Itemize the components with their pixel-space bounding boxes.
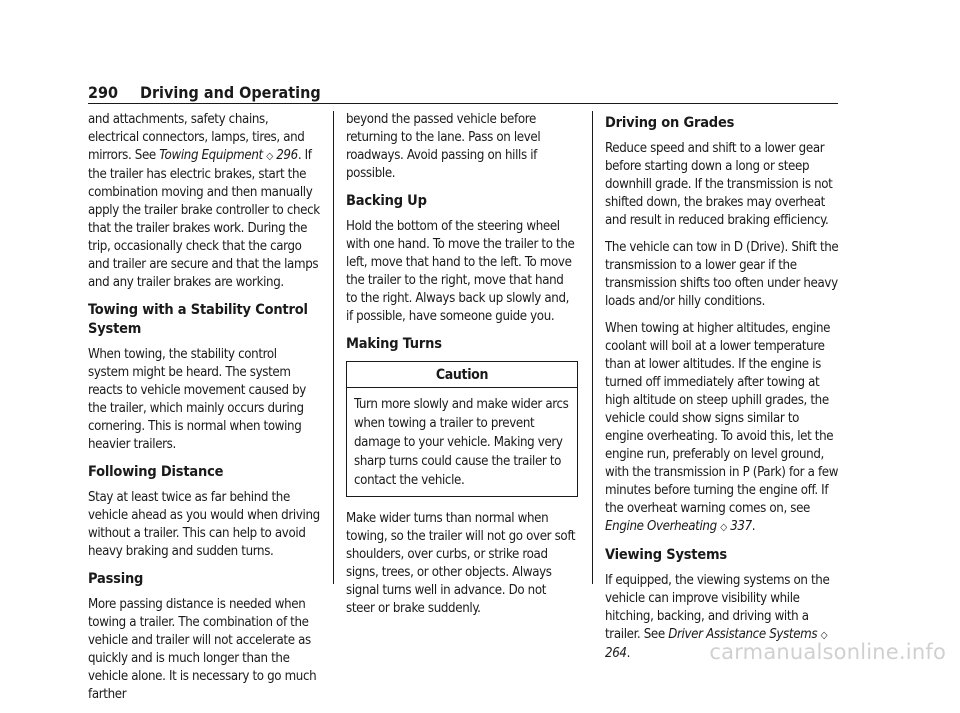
- paragraph-making-turns: Make wider turns than normal when towing, so the trailer will not go over soft shoulders, over curbs, or strike road signs, trees, or other objects. Always signal turns well in advance. Do not steer or brake suddenly.: [346, 511, 576, 616]
- section-title: Driving and Operating: [140, 83, 321, 102]
- heading-backing-up: Backing Up: [346, 193, 427, 209]
- paragraph-passing: More passing distance is needed when towing a trailer. The combination of the vehicle and trailer will not accelerate as quickly and is much longer than the vehicle alone. It is necessary to go much farther: [88, 597, 317, 702]
- paragraph-inspection: and attachments, safety chains, electrical connectors, lamps, tires, and mirrors. See Towing Equipment ◇ 296. If the trailer has electric brakes, start the combination moving and then manually apply the trailer brake controller to check that the trailer brakes work. During the trip, occasionally check that the cargo and trailer are secure and that the lamps and any trailer brakes are working.: [88, 112, 320, 290]
- header-divider: [88, 103, 838, 104]
- heading-making-turns: Making Turns: [346, 336, 442, 352]
- paragraph-following-distance: Stay at least twice as far behind the vehicle ahead as you would when driving without a trailer. This can help to avoid heavy braking and sudden turns.: [88, 490, 320, 559]
- column-3: [605, 111, 840, 672]
- page-reference-arrow-icon: ◇: [720, 522, 727, 533]
- paragraph-grades-2: The vehicle can tow in D (Drive). Shift the transmission to a lower gear if the transmission shifts too often under heavy loads and/or hilly conditions.: [605, 240, 839, 309]
- watermark: carmanualsonline.info: [709, 640, 946, 664]
- caution-title: Caution: [347, 362, 577, 388]
- link-towing-equipment[interactable]: Towing Equipment ◇ 296: [159, 148, 298, 163]
- link-driver-assistance-systems[interactable]: Driver Assistance Systems ◇ 264: [605, 627, 828, 661]
- heading-passing: Passing: [88, 571, 144, 587]
- page-header: [88, 83, 838, 105]
- paragraph-passing-continued: beyond the passed vehicle before returning to the lane. Pass on level roadways. Avoid passing on hills if possible.: [346, 112, 541, 181]
- paragraph-backing-up: Hold the bottom of the steering wheel with one hand. To move the trailer to the left, move that hand to the left. To move the trailer to the right, move that hand to the right. Always back up slowly and, if possible, have someone guide you.: [346, 219, 575, 324]
- heading-driving-on-grades: Driving on Grades: [605, 115, 735, 131]
- column-divider-2: [592, 111, 593, 584]
- heading-viewing-systems: Viewing Systems: [605, 547, 727, 563]
- column-divider-1: [333, 111, 334, 584]
- column-2: [346, 111, 578, 627]
- column-1: [88, 111, 320, 713]
- heading-following-distance: Following Distance: [88, 464, 224, 480]
- heading-stability-control: Towing with a Stability Control System: [88, 302, 308, 337]
- paragraph-viewing-systems: If equipped, the viewing systems on the vehicle can improve visibility while hitching, backing, and driving with a trailer. See Driver Assistance Systems ◇ 264.: [605, 573, 830, 661]
- paragraph-grades-1: Reduce speed and shift to a lower gear before starting down a long or steep downhill grade. If the transmission is not shifted down, the brakes may overheat and result in reduced braking efficiency.: [605, 141, 833, 228]
- paragraph-grades-3: When towing at higher altitudes, engine coolant will boil at a lower temperature than at lower altitudes. If the engine is turned off immediately after towing at high altitude on steep uphill grades, the vehicle could show signs similar to engine overheating. To avoid this, let the engine run, preferably on level ground, with the transmission in P (Park) for a few minutes before turning the engine off. If the overheat warning comes on, see Engine Overheating ◇ 337.: [605, 321, 839, 534]
- caution-text: Turn more slowly and make wider arcs when towing a trailer to prevent damage to your vehicle. Making very sharp turns could cause the trailer to contact the vehicle.: [354, 397, 569, 488]
- caution-box: [346, 361, 578, 497]
- link-engine-overheating[interactable]: Engine Overheating ◇ 337: [605, 519, 752, 534]
- page-reference-arrow-icon: ◇: [820, 630, 828, 641]
- page-number: 290: [88, 83, 119, 102]
- page-reference-arrow-icon: ◇: [266, 151, 273, 162]
- paragraph-stability-control: When towing, the stability control system might be heard. The system reacts to vehicle movement caused by the trailer, which mainly occurs during cornering. This is normal when towing heavier trailers.: [88, 347, 306, 452]
